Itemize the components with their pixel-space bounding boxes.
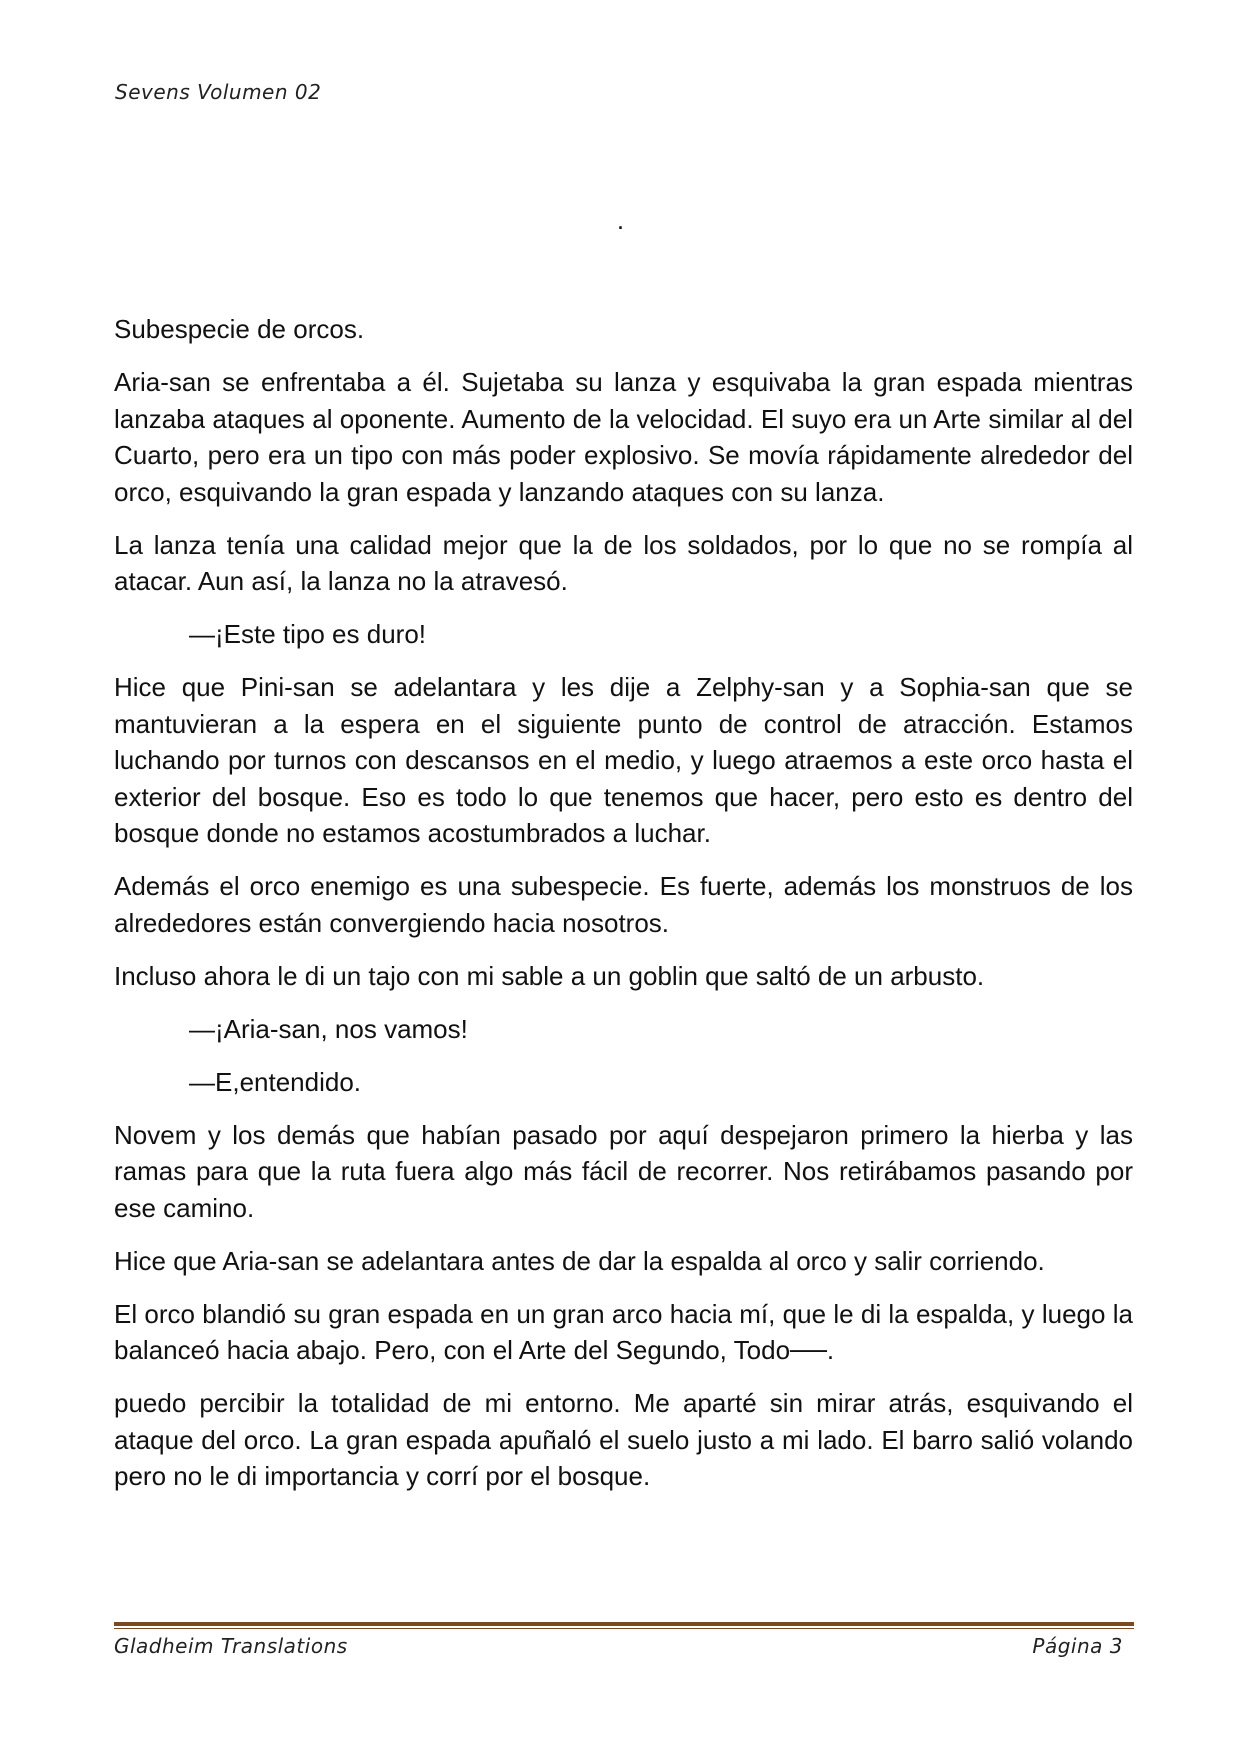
paragraph: El orco blandió su gran espada en un gran arco hacia mí, que le di la espalda, y luego la balanceó hacia abajo. Pero, con el Arte del Segundo, Todo──.: [114, 1298, 1133, 1365]
dialog-line: —¡Este tipo es duro!: [189, 619, 426, 649]
footer-publisher: Gladheim Translations: [114, 1634, 348, 1658]
paragraph: Novem y los demás que habían pasado por aquí despejaron primero la hierba y las ramas para que la ruta fuera algo más fácil de recorrer. Nos retirábamos pasando por ese camino.: [114, 1119, 1133, 1223]
document-body: [114, 311, 1133, 1511]
paragraph: Subespecie de orcos.: [114, 314, 365, 344]
paragraph: Incluso ahora le di un tajo con mi sable a un goblin que saltó de un arbusto.: [114, 960, 985, 991]
dialog-line: —E,entendido.: [189, 1066, 362, 1097]
paragraph: Hice que Pini-san se adelantara y les dije a Zelphy-san y a Sophia-san que se mantuvieran a la espera en el siguiente punto de control de atracción. Estamos luchando por turnos con descansos en el medio, y luego atraemos a este orco hasta el exterior del bosque. Eso es todo lo que tenemos que hacer, pero esto es dentro del bosque donde no estamos acostumbrados a luchar.: [114, 672, 1133, 848]
footer-divider-thin: [114, 1628, 1134, 1629]
paragraph: Además el orco enemigo es una subespecie. Es fuerte, además los monstruos de los alrededores están convergiendo hacia nosotros.: [114, 871, 1133, 938]
paragraph: Hice que Aria-san se adelantara antes de dar la espalda al orco y salir corriendo.: [114, 1245, 1045, 1276]
dialog-line: —¡Aria-san, nos vamos!: [189, 1013, 468, 1044]
paragraph: Aria-san se enfrentaba a él. Sujetaba su lanza y esquivaba la gran espada mientras lanzaba ataques al oponente. Aumento de la velocidad. El suyo era un Arte similar al del Cuarto, pero era un tipo con más poder explosivo. Se movía rápidamente alrededor del orco, esquivando la gran espada y lanzando ataques con su lanza.: [114, 367, 1133, 507]
paragraph: La lanza tenía una calidad mejor que la de los soldados, por lo que no se rompía al atacar. Aun así, la lanza no la atravesó.: [114, 529, 1133, 596]
footer-page-number: Página 3: [1032, 1634, 1123, 1658]
footer-divider-thick: [114, 1622, 1134, 1626]
section-separator: .: [616, 205, 625, 235]
footer-divider: [114, 1622, 1134, 1629]
page-header: Sevens Volumen 02: [115, 80, 322, 104]
paragraph: puedo percibir la totalidad de mi entorno. Me aparté sin mirar atrás, esquivando el ataque del orco. La gran espada apuñaló el suelo justo a mi lado. El barro salió volando pero no le di importancia y corrí por el bosque.: [114, 1388, 1133, 1491]
